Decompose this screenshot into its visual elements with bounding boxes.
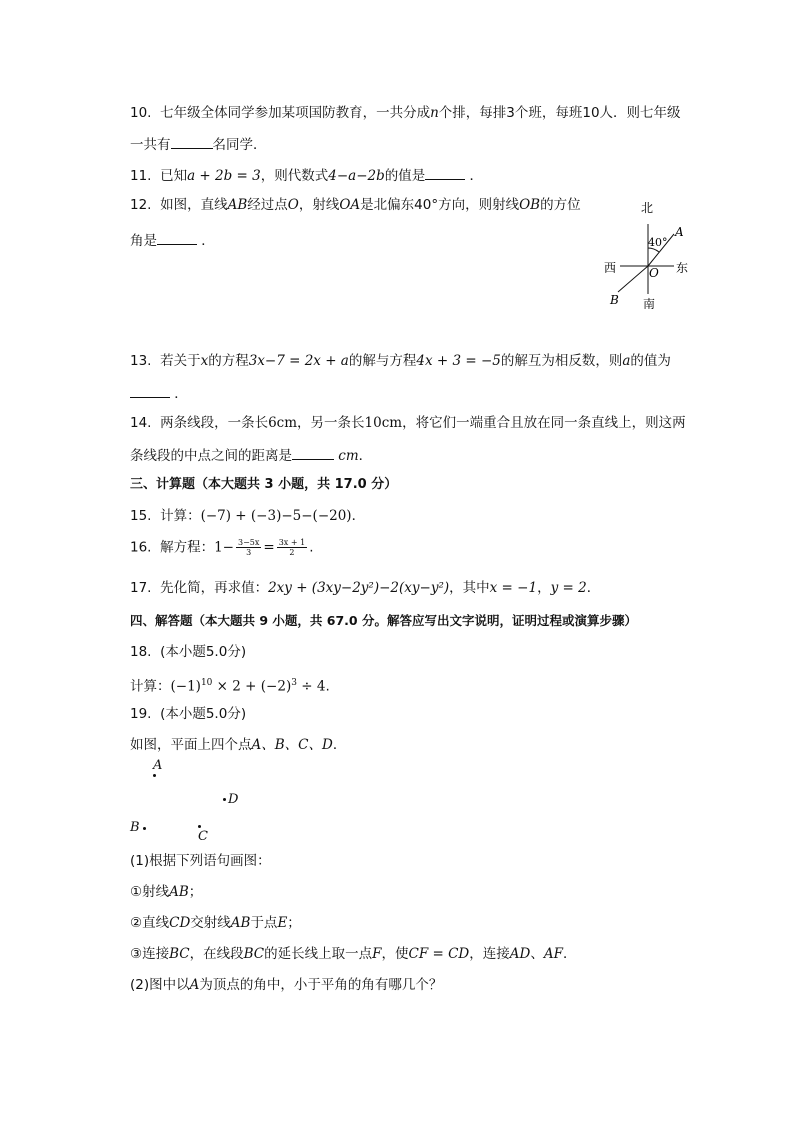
point-d (223, 798, 226, 801)
q10-line2: 一共有 名同学． (130, 134, 267, 154)
q15-line: 15. 计算：(−7) + (−3)−5−(−20)． (130, 508, 366, 524)
points-figure (128, 758, 248, 848)
ray-ob (618, 266, 648, 292)
label-angle: 40° (648, 236, 668, 249)
point-b (143, 827, 146, 830)
q19-part1: (1)根据下列语句画图： (130, 853, 271, 869)
q13-line2: ． (130, 383, 188, 403)
fraction-left: $\frac{3-5x}{3}$ (237, 538, 260, 557)
label-west: 西 (604, 261, 617, 275)
compass-diagram (596, 196, 696, 316)
answer-blank (292, 445, 334, 460)
q10-line1: 10. 七年级全体同学参加某项国防教育，一共分成n个排，每排3个班，每班10人．则七年级 (130, 105, 681, 121)
point-a (153, 774, 156, 777)
q19-header: 19. (本小题5.0分) (130, 706, 247, 722)
answer-blank (157, 230, 197, 245)
point-c-label: C (198, 829, 208, 844)
label-o: O (649, 266, 659, 280)
label-a: A (675, 225, 684, 239)
q13-line1: 13. 若关于x的方程3x−7 = 2x + a的解与方程4x + 3 = −5的解互为相反数，则a的值为 (130, 353, 671, 369)
point-d-label: D (228, 792, 239, 807)
q19-intro: 如图，平面上四个点A、B、C、D． (130, 737, 347, 753)
q11-line: 11. 已知a + 2b = 3，则代数式4−a−2b的值是 ． (130, 165, 483, 185)
q19-step3: ③连接BC，在线段BC的延长线上取一点F，使CF = CD，连接AD、AF． (130, 946, 577, 962)
section-3-heading: 三、计算题（本大题共 3 小题，共 17.0 分） (130, 477, 398, 492)
q17-line: 17. 先化简，再求值：2xy + (3xy−2y²)−2(xy−y²)，其中x = −1，y = 2． (130, 580, 601, 596)
label-south: 南 (643, 297, 656, 311)
fraction-right: $\frac{3x + 1}{2}$ (278, 538, 306, 557)
q18-header: 18. (本小题5.0分) (130, 644, 247, 660)
section-4-heading: 四、解答题（本大题共 9 小题，共 67.0 分。解答应写出文字说明，证明过程或演算步骤） (130, 613, 637, 628)
q19-step2: ②直线CD交射线AB于点E； (130, 915, 301, 931)
answer-blank (130, 383, 170, 398)
point-c (198, 825, 201, 828)
q19-part2: (2)图中以A为顶点的角中，小于平角的角有哪几个？ (130, 977, 443, 993)
point-a-label: A (153, 758, 163, 773)
label-east: 东 (676, 261, 689, 275)
answer-blank (171, 134, 213, 149)
answer-blank (425, 165, 465, 180)
point-b-label: B (130, 820, 140, 835)
q18-body: 计算：$(-1)^{10} \times 2 + (-2)^3 \div 4$. (130, 678, 330, 695)
q14-line2: 条线段的中点之间的距离是 cm． (130, 445, 372, 465)
label-b: B (610, 293, 619, 307)
q19-step1: ①射线AB； (130, 884, 203, 900)
q12-line1: 12. 如图，直线AB经过点O，射线OA是北偏东40°方向，则射线OB的方位 (130, 197, 581, 213)
q12-line2: 角是 ． (130, 230, 215, 250)
q16-line: 16. 解方程：1− $\frac{3-5x}{3}$ = $\frac{3x + 1}{2}$ . (130, 538, 314, 557)
label-north: 北 (641, 201, 654, 215)
q14-line1: 14. 两条线段，一条长6cm，另一条长10cm，将它们一端重合且放在同一条直线上，则这两 (130, 415, 686, 431)
